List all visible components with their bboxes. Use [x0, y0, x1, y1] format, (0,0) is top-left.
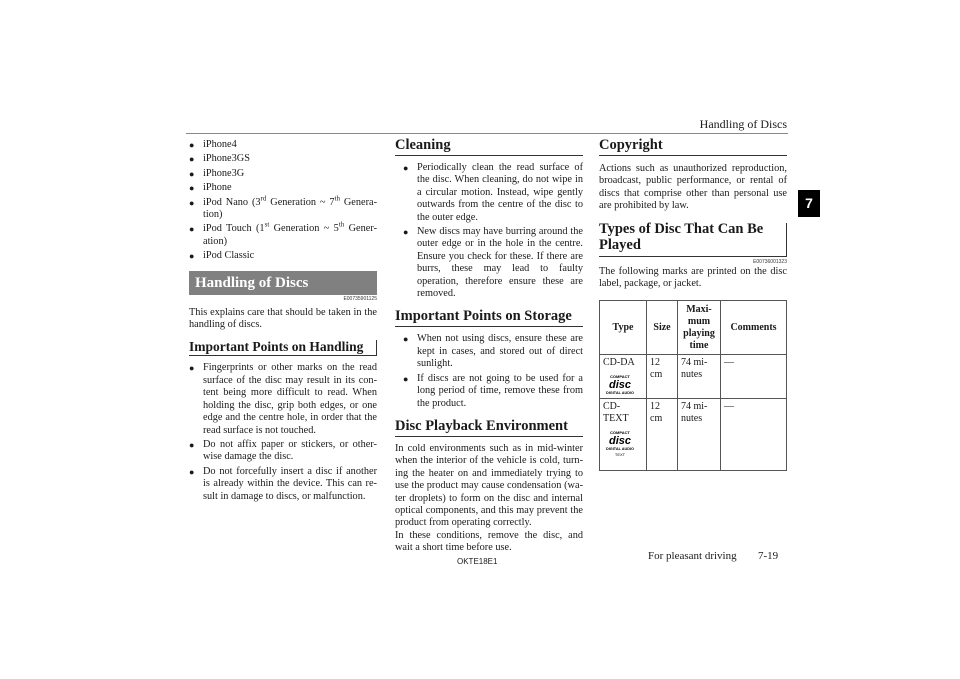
svg-text:DIGITAL AUDIO: DIGITAL AUDIO — [606, 447, 634, 452]
table-header-row — [600, 301, 787, 355]
section-code: E00736001323 — [753, 258, 787, 265]
section-code: E00735901125 — [343, 295, 377, 302]
svg-text:DIGITAL AUDIO: DIGITAL AUDIO — [606, 391, 634, 396]
list-item: ● iPhone — [189, 182, 232, 194]
column-header: Comments — [721, 301, 787, 355]
table-cell: — — [721, 355, 787, 399]
section-title-bar: Handling of Discs — [189, 271, 377, 295]
table-cell: 12 cm — [647, 399, 678, 471]
column-header: Size — [647, 301, 678, 355]
svg-text:COMPACT: COMPACT — [610, 430, 630, 436]
column-header: Maxi-mum playing time — [678, 301, 721, 355]
storage-list — [395, 333, 583, 409]
table-cell: CD-DA COMPACT disc DIGITAL AUDIO — [600, 355, 647, 399]
table-cell: 74 mi-nutes — [678, 355, 721, 399]
column-1 — [189, 139, 377, 505]
list-item: ● Do not affix paper or stickers, or other-wise damage the disc. — [189, 438, 377, 463]
heading-handling: Important Points on Handling — [189, 339, 377, 356]
cleaning-list — [395, 162, 583, 300]
svg-text:disc: disc — [608, 379, 632, 392]
svg-text:disc: disc — [608, 435, 632, 448]
footer-doc-code: OKTE18E1 — [457, 557, 498, 566]
heading-copyright: Copyright — [599, 137, 787, 156]
disc-types-table — [599, 300, 787, 471]
chapter-tab-number: 7 — [805, 195, 813, 211]
table-cell: 12 cm — [647, 355, 678, 399]
copyright-paragraph: Actions such as unauthorized reproduction, broadcast, public performance, or rental of discs that comprise other than personal use are prohibited by law. — [599, 163, 787, 212]
column-2 — [395, 137, 583, 555]
heading-playback: Disc Playback Environment — [395, 418, 583, 437]
playback-paragraph-2: In these conditions, remove the disc, and wait a short time before use. — [395, 529, 583, 554]
table-cell: CD-TEXT COMPACT disc DIGITAL AUDIO TEXT — [600, 399, 647, 471]
table-row — [600, 355, 787, 399]
compact-disc-digital-audio-logo — [603, 373, 637, 395]
list-item: ● iPhone3GS — [189, 153, 250, 165]
header-rule — [186, 133, 788, 134]
device-list — [189, 139, 377, 263]
list-item: ● Fingerprints or other marks on the read surface of the disc may result in its con-tent being more difficult to read. When holding the disc, grip both edges, or one edge and the centre hole, in order that the read surface is not touched. — [189, 362, 377, 436]
playback-paragraph: In cold environments such as in mid-winter when the interior of the vehicle is cold, turn-ing the heater on and immediately trying to use the product may cause condensation (wa-ter droplets) to form on the disc and internal optical components, and this may prevent the product from operating correctly. — [395, 442, 583, 529]
column-header: Type — [600, 301, 647, 355]
list-item: ● iPhone3G — [189, 167, 245, 179]
list-item: ● iPhone4 — [189, 139, 237, 150]
heading-storage: Important Points on Storage — [395, 308, 583, 327]
intro-paragraph: This explains care that should be taken in the handling of discs. — [189, 306, 377, 331]
table-row — [600, 399, 787, 471]
list-item: ● iPod Classic — [189, 250, 255, 262]
list-item: ● Do not forcefully insert a disc if another is already within the device. This can re-sult in damage to discs, or malfunction. — [189, 465, 377, 502]
footer-section: For pleasant driving — [648, 550, 737, 562]
list-item: ● New discs may have burring around the outer edge or in the hole in the centre. Ensure you check for these. If there are burrs, these may lead to faulty operation, therefore ensure these are removed. — [403, 226, 583, 300]
table-cell: 74 mi-nutes — [678, 399, 721, 471]
heading-disc-types: Types of Disc That Can Be Played — [599, 221, 787, 257]
handling-list — [189, 362, 377, 502]
svg-text:COMPACT: COMPACT — [610, 374, 630, 380]
column-3 — [599, 137, 787, 471]
list-item: ● When not using discs, ensure these are kept in cases, and stored out of direct sunlight. — [403, 333, 583, 370]
svg-text:TEXT: TEXT — [614, 452, 626, 458]
heading-cleaning: Cleaning — [395, 137, 583, 156]
list-item: ● iPod Nano (3rd Generation ~ 7th Genera-tion) — [189, 194, 378, 221]
list-item: ● If discs are not going to be used for a long period of time, remove these from the product. — [403, 372, 583, 409]
list-item: ● iPod Touch (1st Generation ~ 5th Gener-ation) — [189, 221, 378, 247]
footer-page-number: 7-19 — [758, 550, 779, 562]
disc-types-paragraph: The following marks are printed on the disc label, package, or jacket. — [599, 265, 787, 290]
table-cell: — — [721, 399, 787, 471]
page-header-title: Handling of Discs — [699, 117, 787, 131]
list-item: ● Periodically clean the read surface of the disc. When cleaning, do not wipe in a circular motion. Instead, wipe gently outwards from the centre of the disc to the outer edge. — [403, 162, 583, 223]
compact-disc-text-logo — [603, 429, 637, 457]
